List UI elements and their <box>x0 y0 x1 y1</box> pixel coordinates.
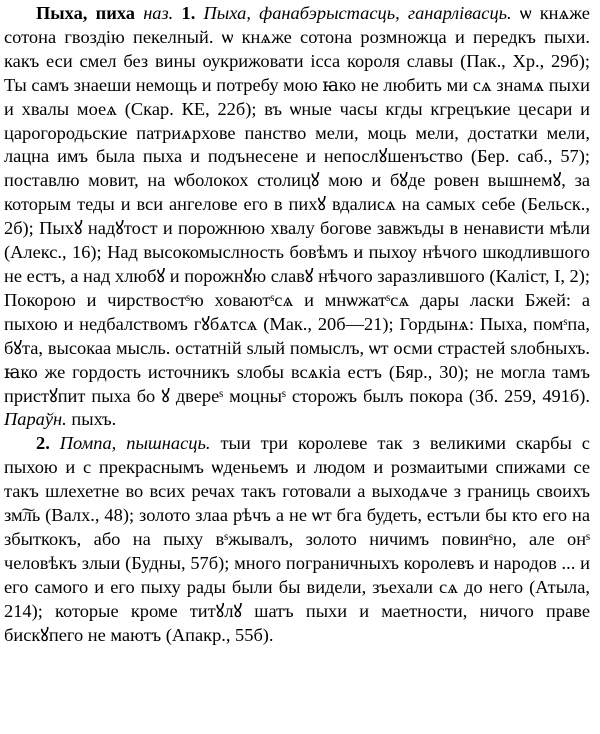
cross-reference-label: Параўн. <box>4 409 67 430</box>
part-of-speech: наз. <box>143 3 174 23</box>
sense-text-1: ѡ кнѧже сотона гвоздію пекелный. ѡ кнѧже сотона розмножца и передкъ пыхи. какъ еси смел без вины оукрижовати ісса короля славы (Пак., Хр., 29б); Ты самъ знаеши немощь и потребу мою ꙗко не любить ми сѧ знамѧ пыхи и хвалы моеѧ (Скар. КЕ, 22б); въ ѡные часы кгды кгрецъкие цесари и царогородьские патриѧрхове панство мели, моць мели, достатки мели, лацна имъ была пыха и подънесене и непослꙋшенъство (Бер. саб., 57); поставлю мовит, на ѡболокох столицꙋ мою и бꙋде ровен вышнемꙋ, за которым теды и вси ангелове его в пихꙋ вдалисѧ на самых себе (Бельск., 2б); Пыхꙋ надꙋтост и порожнюю хвалу богове завжъды в ненависти мѣли (Алекс., 16); Над высокомыслность бовѣмъ и пыхоу нѣчого шкодлившого не естъ, а над хлюбꙋ и порожнꙋю славꙋ нѣчого заразлившого (Каліст, І, 2); Покорою и чирствостˢю ховаютˢсѧ и мнѡжатˢсѧ дары ласки Бжей: а пыхою и недбалствомъ гꙋбѧтсѧ (Мак., 20б—21); Гордынѧ: Пыха, помˢпа, бꙋта, высокаа мысль. остатній ѕлый помыслъ, ѡт осми страстей ѕлобныхъ. ꙗко же гордость источникъ ѕлобы всѧкіа естъ (Бяр., 30); не могла тамъ пристꙋпит пыха бо ꙋ двереˢ моцныˢ сторожъ былъ покора (Зб. 259, 491б). <box>4 3 590 406</box>
sense-gloss-2: Помпа, пышнасць. <box>59 433 211 454</box>
sense-text-2: тыи три королеве так з великими скарбы с пыхою и с прекраснымъ ѡденьемъ и людом и розмаитыми спижами се такъ шлехетне во всих речах такъ готовали а выходѧче з границь своихъ зм͠ль (Валх., 48); золото злаа рѣчъ а не ѡт бга будеть, естъли бы кто его на збыткокъ, або на пыху вˢжывалъ, золото ничимъ повинˢно, але онˢ человѣкъ злыи (Будны, 57б); много пограничныхъ королевъ и народов ... и его самого и его пыху рады были бы видели, зъехали сѧ до него (Атыла, 214); которые кроме титꙋлꙋ шатъ пыхи и маетности, ничого праве бискꙋпего не маютъ (Апакр., 55б). <box>4 433 590 645</box>
dictionary-entry-sense-2 <box>4 432 590 647</box>
sense-number-2: 2. <box>36 433 50 454</box>
sense-number-1: 1. <box>181 3 196 23</box>
dictionary-entry-sense-1 <box>4 2 590 432</box>
sense-gloss-1: Пыха, фанабэрыстасць, ганарлівасць. <box>203 3 512 23</box>
headword: Пыха, пиха <box>36 3 135 23</box>
cross-reference-word: пыхъ. <box>71 409 117 430</box>
